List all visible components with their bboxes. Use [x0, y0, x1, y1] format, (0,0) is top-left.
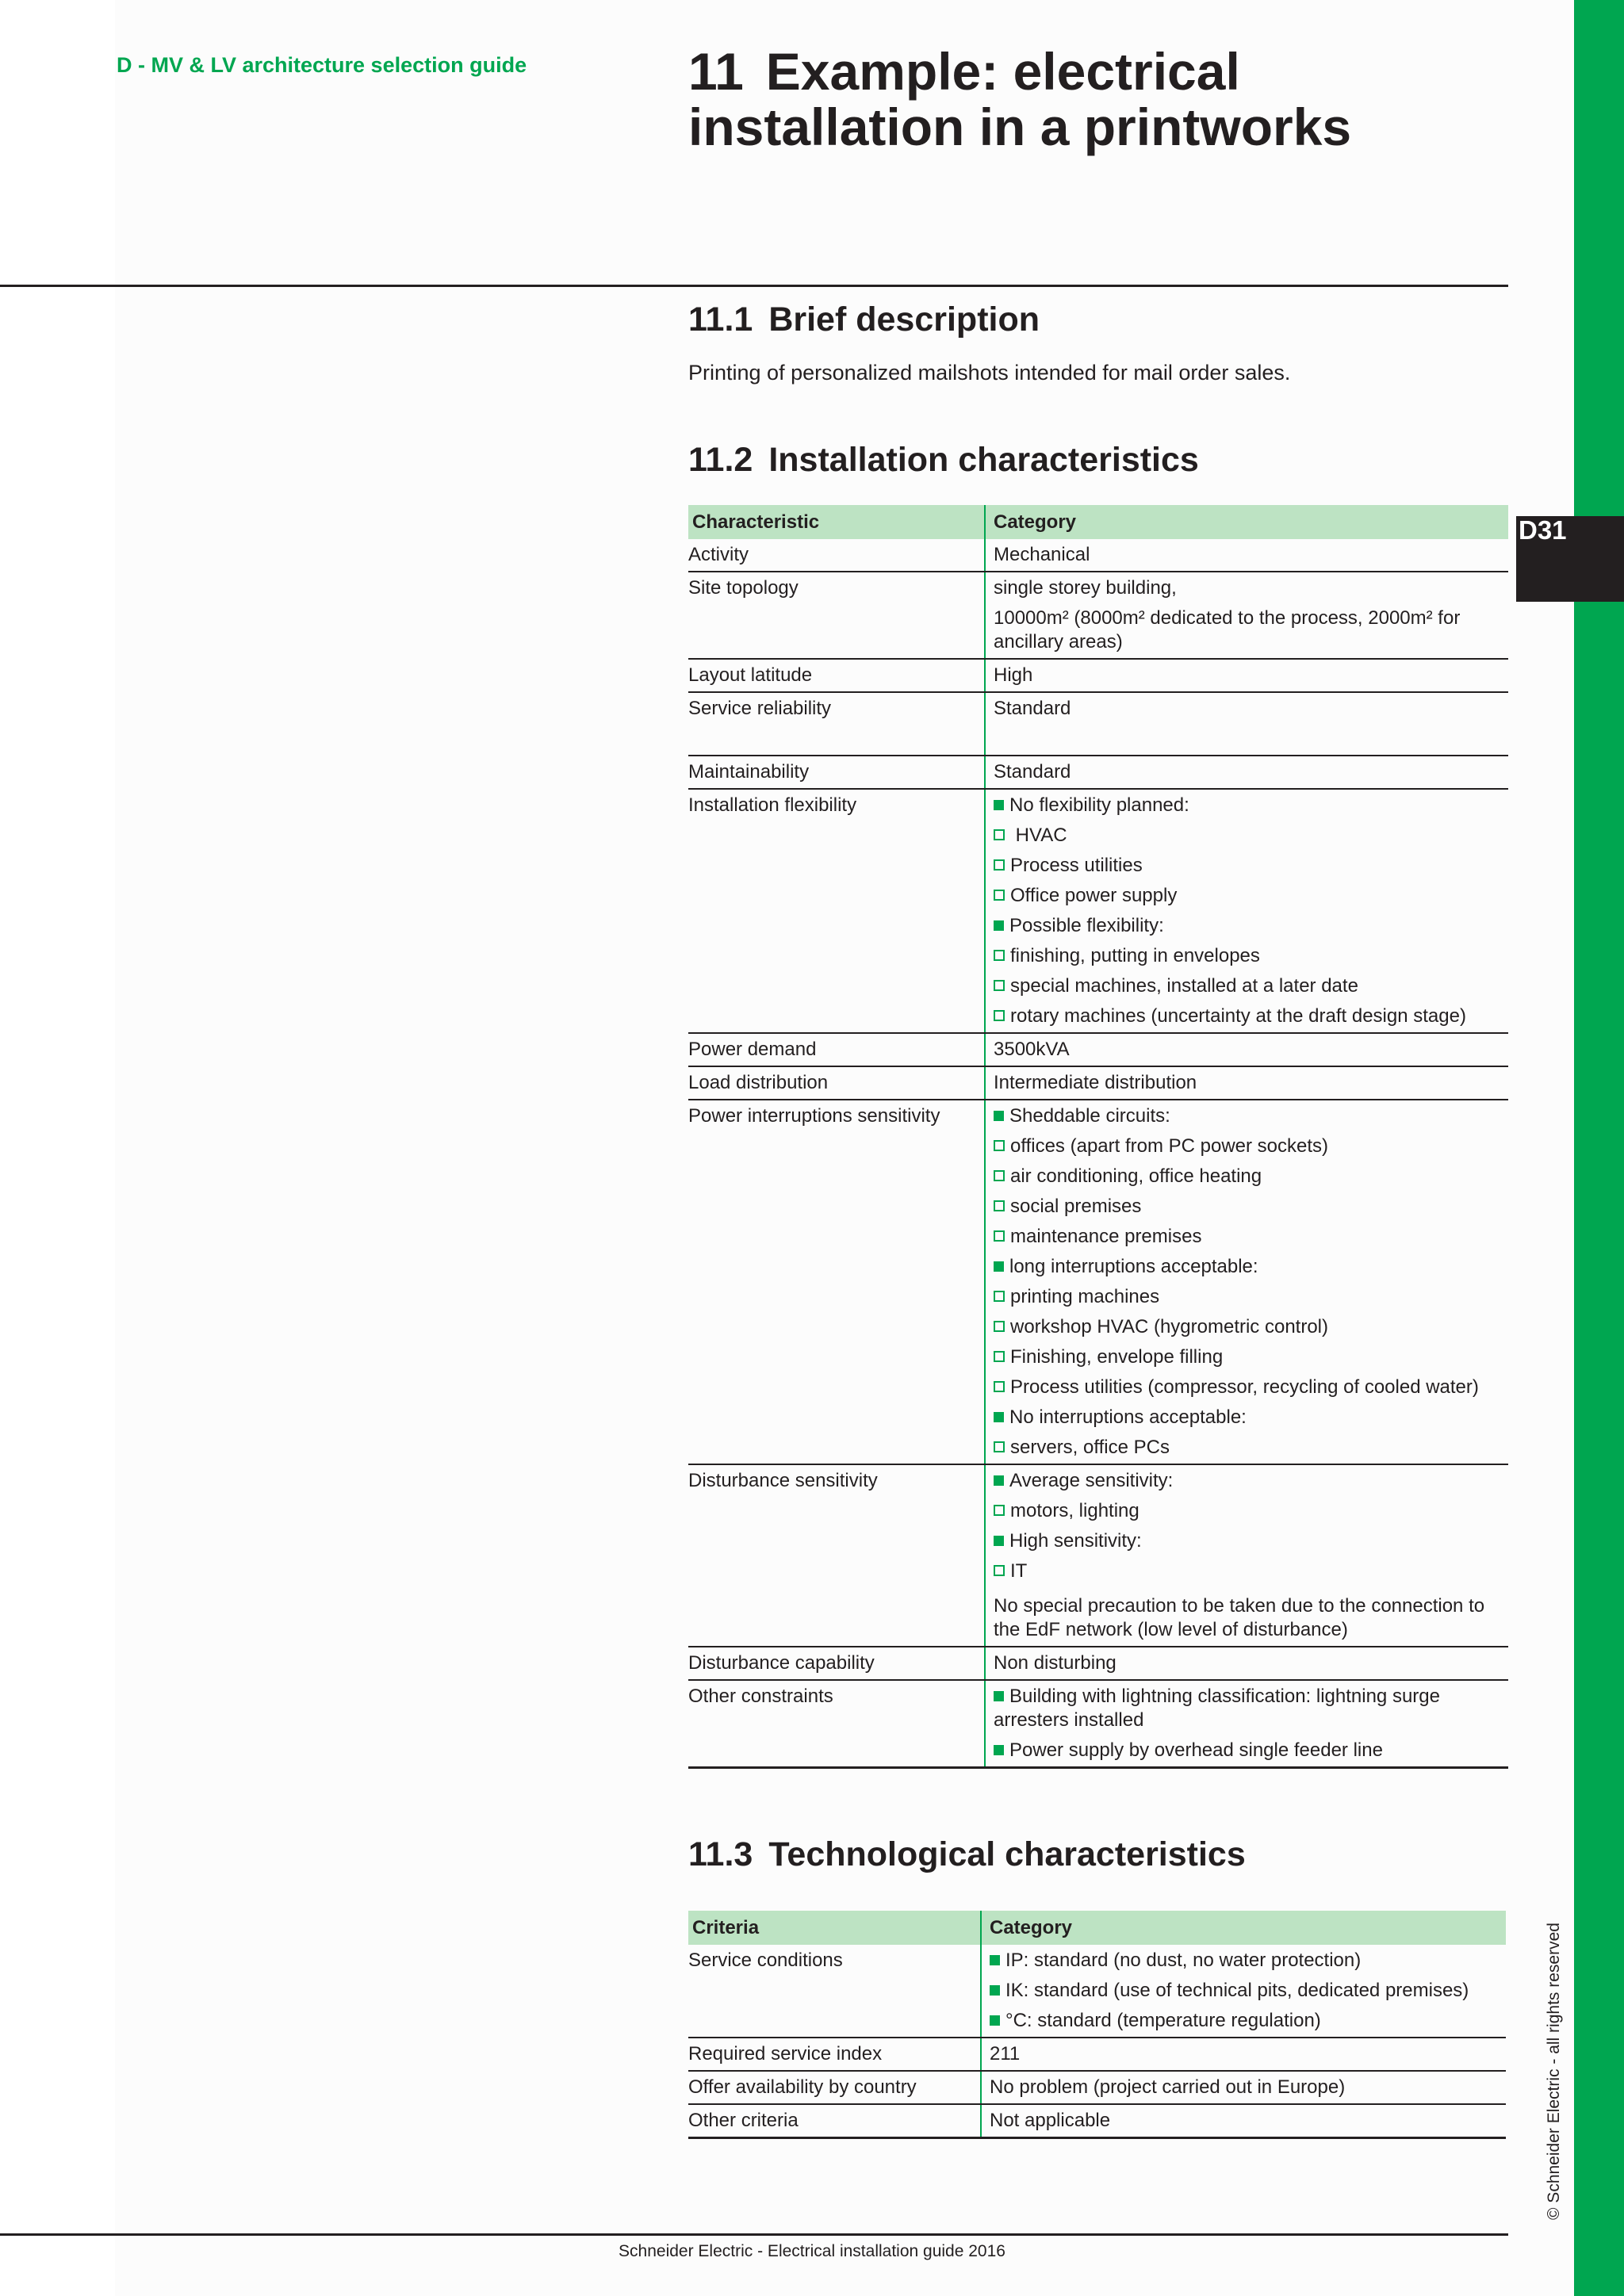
row-label: Other criteria: [688, 2104, 981, 2138]
column-header-characteristic: Characteristic: [688, 505, 985, 539]
row-label: Site topology: [688, 572, 985, 659]
value-line: Non disturbing: [994, 1651, 1116, 1674]
bullet-item: Possible flexibility:: [994, 914, 1508, 938]
table-row: [688, 1066, 1508, 1100]
installation-table-body: [688, 539, 1508, 1768]
technological-table-body: [688, 1945, 1506, 2138]
heading-number: 11.3: [688, 1835, 753, 1873]
value-line: 10000m² (8000m² dedicated to the process, 2000m² for ancillary areas): [994, 607, 1461, 652]
row-value: [985, 572, 1508, 659]
value-line: single storey building,: [994, 576, 1177, 599]
heading-installation-characteristics: [688, 440, 1508, 481]
bullet-item: printing machines: [994, 1285, 1508, 1309]
bullet-item: finishing, putting in envelopes: [994, 944, 1508, 968]
bullet-item: Office power supply: [994, 884, 1508, 908]
chapter-title: Example: electrical installation in a printworks: [688, 42, 1352, 156]
technological-characteristics-table: [688, 1911, 1506, 2139]
row-value: [985, 756, 1508, 789]
row-label: Maintainability: [688, 756, 985, 789]
row-value: [985, 539, 1508, 572]
table-row: [688, 1033, 1508, 1066]
table-row: [688, 539, 1508, 572]
table-header-row: [688, 1911, 1506, 1945]
table-row: [688, 659, 1508, 692]
row-label: Service conditions: [688, 1945, 981, 2038]
bullet-item: Building with lightning classification: lightning surge arresters installed: [994, 1685, 1508, 1732]
page-tab-label: D31: [1519, 515, 1567, 545]
row-value: [985, 789, 1508, 1033]
bullet-item: Process utilities (compressor, recycling of cooled water): [994, 1376, 1508, 1399]
table-header-row: [688, 505, 1508, 539]
table-row: [688, 2104, 1506, 2138]
bullet-item: HVAC: [994, 824, 1508, 848]
heading-text: Technological characteristics: [768, 1835, 1246, 1873]
row-label: Offer availability by country: [688, 2071, 981, 2104]
table-row: [688, 572, 1508, 659]
table-row: [688, 756, 1508, 789]
value-line: Standard: [994, 697, 1071, 719]
row-label: Required service index: [688, 2038, 981, 2071]
bullet-item: °C: standard (temperature regulation): [990, 2009, 1506, 2033]
section-label: D - MV & LV architecture selection guide: [117, 53, 527, 77]
value-line: High: [994, 664, 1033, 686]
row-value: [985, 1647, 1508, 1680]
row-value: [981, 2104, 1506, 2138]
table-row: [688, 1100, 1508, 1464]
row-value: [985, 1680, 1508, 1768]
bullet-item: IT: [994, 1559, 1508, 1583]
bullet-item: offices (apart from PC power sockets): [994, 1135, 1508, 1158]
value-line: No special precaution to be taken due to the connection to the EdF network (low level of disturbance): [994, 1594, 1485, 1640]
row-value: [985, 1464, 1508, 1647]
value-line: Standard: [994, 760, 1071, 783]
bullet-item: servers, office PCs: [994, 1436, 1508, 1460]
bullet-item: IP: standard (no dust, no water protection): [990, 1949, 1506, 1973]
row-label: Disturbance sensitivity: [688, 1464, 985, 1647]
value-line: No problem (project carried out in Europe): [990, 2076, 1346, 2098]
side-color-bar: [1574, 0, 1624, 2296]
row-value: [985, 1100, 1508, 1464]
footer-rule: [0, 2233, 1508, 2236]
row-label: Service reliability: [688, 692, 985, 756]
row-label: Power interruptions sensitivity: [688, 1100, 985, 1464]
heading-number: 11.1: [688, 300, 753, 339]
bullet-item: High sensitivity:: [994, 1529, 1508, 1553]
bullet-item: Finishing, envelope filling: [994, 1345, 1508, 1369]
bullet-item: maintenance premises: [994, 1225, 1508, 1249]
value-line: Not applicable: [990, 2109, 1111, 2131]
value-line: 3500kVA: [994, 1038, 1070, 1060]
bullet-item: rotary machines (uncertainty at the draft design stage): [994, 1004, 1508, 1028]
table-row: [688, 2038, 1506, 2071]
row-value: [981, 2038, 1506, 2071]
bullet-item: IK: standard (use of technical pits, dedicated premises): [990, 1979, 1506, 2003]
row-value: [985, 1033, 1508, 1066]
value-line: Mechanical: [994, 543, 1090, 565]
table-row: [688, 1647, 1508, 1680]
row-value: [985, 1066, 1508, 1100]
row-value: [985, 692, 1508, 756]
bullet-item: air conditioning, office heating: [994, 1165, 1508, 1188]
brief-description-text: Printing of personalized mailshots intended for mail order sales.: [688, 360, 1291, 385]
value-line: 211: [990, 2042, 1021, 2064]
table-row: [688, 1464, 1508, 1647]
heading-text: Brief description: [768, 300, 1040, 339]
bullet-item: Sheddable circuits:: [994, 1104, 1508, 1128]
column-header-category: Category: [981, 1911, 1506, 1945]
installation-characteristics-table: [688, 505, 1508, 1769]
table-row: [688, 2071, 1506, 2104]
heading-number: 11.2: [688, 441, 753, 480]
row-label: Layout latitude: [688, 659, 985, 692]
table-row: [688, 789, 1508, 1033]
chapter-number: 11: [688, 42, 744, 101]
bullet-item: special machines, installed at a later date: [994, 974, 1508, 998]
page-footer: Schneider Electric - Electrical installation guide 2016: [619, 2242, 1005, 2260]
row-value: [981, 2071, 1506, 2104]
row-value: [981, 1945, 1506, 2038]
bullet-item: Process utilities: [994, 854, 1508, 878]
row-label: Disturbance capability: [688, 1647, 985, 1680]
page-title: [688, 44, 1529, 155]
column-header-criteria: Criteria: [688, 1911, 981, 1945]
bullet-item: motors, lighting: [994, 1499, 1508, 1523]
bullet-item: Average sensitivity:: [994, 1469, 1508, 1493]
copyright-notice: © Schneider Electric - all rights reserved: [1545, 1923, 1563, 2220]
table-row: [688, 692, 1508, 756]
left-margin: [0, 0, 115, 2296]
row-label: Activity: [688, 539, 985, 572]
bullet-item: workshop HVAC (hygrometric control): [994, 1315, 1508, 1339]
heading-text: Installation characteristics: [768, 441, 1199, 480]
row-label: Load distribution: [688, 1066, 985, 1100]
main-content: [688, 300, 1508, 2139]
row-label: Installation flexibility: [688, 789, 985, 1033]
row-label: Other constraints: [688, 1680, 985, 1768]
header-rule: [0, 285, 1508, 287]
bullet-item: Power supply by overhead single feeder line: [994, 1739, 1508, 1762]
table-row: [688, 1945, 1506, 2038]
row-value: [985, 659, 1508, 692]
heading-technological-characteristics: [688, 1835, 1508, 1876]
bullet-item: social premises: [994, 1195, 1508, 1219]
bullet-item: long interruptions acceptable:: [994, 1255, 1508, 1279]
bullet-item: No flexibility planned:: [994, 794, 1508, 817]
row-label: Power demand: [688, 1033, 985, 1066]
table-row: [688, 1680, 1508, 1768]
heading-brief-description: [688, 300, 1508, 341]
value-line: Intermediate distribution: [994, 1071, 1197, 1093]
bullet-item: No interruptions acceptable:: [994, 1406, 1508, 1429]
column-header-category: Category: [985, 505, 1508, 539]
